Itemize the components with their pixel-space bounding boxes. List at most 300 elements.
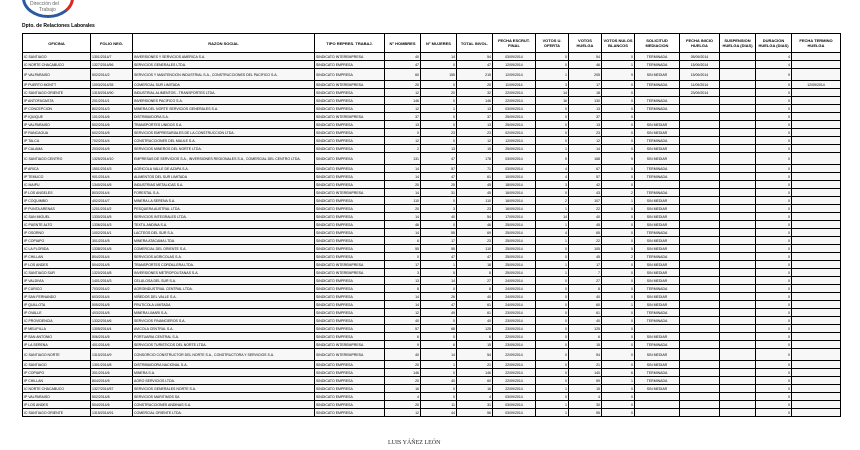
table-cell: 25/09/2014: [493, 113, 536, 121]
table-cell: SINDICATO EMPRESA: [315, 245, 385, 253]
table-cell: 0: [602, 89, 635, 97]
table-cell: 13: [457, 105, 493, 113]
table-cell: [720, 153, 756, 165]
table-cell: [680, 309, 720, 317]
column-header: TIPO REPRES. TRABAJ.: [315, 34, 385, 53]
table-cell: IP SAN ANTONIO: [23, 333, 91, 341]
table-row: [23, 309, 841, 317]
table-cell: 8: [569, 285, 602, 293]
table-cell: IP QUILLOTA: [23, 301, 91, 309]
table-cell: 110: [385, 197, 421, 205]
table-cell: 0: [602, 293, 635, 301]
table-cell: 40: [569, 213, 602, 221]
table-cell: 22/09/2014: [493, 97, 536, 105]
table-row: [23, 69, 841, 81]
table-cell: 44: [421, 409, 457, 417]
table-cell: 40: [457, 293, 493, 301]
table-row: [23, 253, 841, 261]
table-cell: IP SAN FERNANDO: [23, 293, 91, 301]
table-cell: 1: [536, 237, 569, 245]
table-cell: 1305/2014/4: [91, 325, 133, 333]
table-cell: 13: [385, 121, 421, 129]
table-cell: [680, 269, 720, 277]
table-cell: 0: [536, 245, 569, 253]
table-cell: [680, 409, 720, 417]
table-cell: DISTRIBUIDORA NACIONAL S.A.: [133, 361, 315, 369]
table-cell: 1: [536, 401, 569, 409]
table-cell: 6: [569, 333, 602, 341]
table-cell: SINDICATO EMPRESA: [315, 205, 385, 213]
table-cell: IC SANTIAGO ORIENTE: [23, 409, 91, 417]
table-cell: [720, 341, 756, 349]
table-cell: SIN MEDIAR: [635, 153, 680, 165]
table-cell: TERMINADA: [635, 229, 680, 237]
logo-text-line2: Trabajo: [39, 7, 56, 13]
table-cell: [680, 181, 720, 189]
table-cell: 0: [536, 113, 569, 121]
table-cell: 12/09/2014: [792, 81, 841, 89]
table-cell: 0: [756, 213, 792, 221]
table-row: [23, 173, 841, 181]
table-cell: FORESTAL S.A.: [133, 189, 315, 197]
table-cell: SIN MEDIAR: [635, 301, 680, 309]
table-cell: IC SAN MIGUEL: [23, 213, 91, 221]
table-cell: 0: [602, 173, 635, 181]
table-cell: VIÑEDOS DEL VALLE S.A.: [133, 293, 315, 301]
table-cell: [792, 261, 841, 269]
table-cell: 168: [569, 153, 602, 165]
table-cell: 1301/2014/8: [91, 361, 133, 369]
table-cell: 1: [602, 377, 635, 385]
table-cell: 14: [421, 53, 457, 61]
table-cell: IC PUENTE ALTO: [23, 221, 91, 229]
table-cell: [680, 253, 720, 261]
table-cell: 402/2014/7: [91, 197, 133, 205]
table-cell: 11/09/2014: [493, 81, 536, 89]
table-cell: 110: [457, 245, 493, 253]
table-cell: TERMINADA: [635, 369, 680, 377]
table-cell: 10/09/2014: [493, 173, 536, 181]
table-cell: 3: [536, 81, 569, 89]
table-cell: IP TALCA: [23, 137, 91, 145]
table-cell: [792, 245, 841, 253]
table-cell: 25: [421, 181, 457, 189]
table-cell: 65: [569, 229, 602, 237]
table-row: [23, 277, 841, 285]
table-cell: 901/2014/4: [91, 173, 133, 181]
table-cell: [792, 137, 841, 145]
table-cell: 22/09/2014: [493, 369, 536, 377]
table-cell: 25/09/2014: [493, 245, 536, 253]
table-cell: [680, 293, 720, 301]
table-cell: IC SANTIAGO NORTE: [23, 349, 91, 361]
table-cell: [720, 89, 756, 97]
table-cell: SERVICIOS MARITIMOS SA: [133, 393, 315, 401]
table-cell: 1002/2014/1: [91, 229, 133, 237]
column-header: SOLICITUD MEDIACION: [635, 34, 680, 53]
table-cell: [792, 369, 841, 377]
table-row: [23, 181, 841, 189]
table-cell: 0: [602, 97, 635, 105]
table-cell: 0: [421, 393, 457, 401]
table-cell: 42: [569, 181, 602, 189]
table-cell: SINDICATO EMPRESA: [315, 237, 385, 245]
table-cell: 23/09/2014: [493, 325, 536, 333]
table-cell: MINERA S.A.: [133, 369, 315, 377]
table-cell: 20: [385, 401, 421, 409]
table-cell: [680, 369, 720, 377]
table-cell: 4: [457, 393, 493, 401]
table-cell: 0: [602, 409, 635, 417]
table-cell: [792, 181, 841, 189]
table-cell: [680, 197, 720, 205]
table-row: [23, 245, 841, 253]
table-cell: 0: [756, 189, 792, 197]
table-cell: 0: [536, 369, 569, 377]
table-cell: 0: [536, 277, 569, 285]
table-cell: 20: [457, 81, 493, 89]
table-cell: COMERCIAL SUR LIMITADA: [133, 81, 315, 89]
table-cell: 0: [602, 181, 635, 189]
table-cell: AGROINDUSTRIAL CENTRAL LTDA.: [133, 285, 315, 293]
table-cell: 31: [457, 401, 493, 409]
table-cell: 40: [385, 317, 421, 325]
table-cell: 21: [457, 361, 493, 369]
table-cell: 14: [421, 349, 457, 361]
table-cell: 0: [602, 145, 635, 153]
table-row: [23, 361, 841, 369]
table-row: [23, 145, 841, 153]
table-cell: 0: [756, 349, 792, 361]
table-cell: 1: [602, 61, 635, 69]
table-cell: TERMINADA: [635, 317, 680, 325]
table-cell: TERMINADA: [635, 53, 680, 61]
table-cell: SINDICATO EMPRESA: [315, 293, 385, 301]
table-cell: 22/09/2014: [493, 333, 536, 341]
table-cell: SIN MEDIAR: [635, 333, 680, 341]
table-cell: 20: [385, 377, 421, 385]
table-cell: 0: [756, 165, 792, 173]
table-cell: 47: [421, 301, 457, 309]
table-cell: 401/2014/6: [91, 341, 133, 349]
table-cell: 46: [457, 221, 493, 229]
table-cell: 1: [536, 409, 569, 417]
table-cell: SIN MEDIAR: [635, 277, 680, 285]
table-cell: 22/09/2014: [493, 361, 536, 369]
table-cell: 71: [457, 165, 493, 173]
table-cell: SINDICATO EMPRESA: [315, 61, 385, 69]
table-cell: 3: [385, 269, 421, 277]
table-cell: 504/2014/5: [91, 261, 133, 269]
table-cell: 40: [457, 317, 493, 325]
table-cell: 1332/2014/6: [91, 317, 133, 325]
table-cell: 54: [457, 349, 493, 361]
table-cell: [680, 137, 720, 145]
table-cell: 125: [457, 325, 493, 333]
table-cell: SINDICATO EMPRESA: [315, 309, 385, 317]
table-cell: 0: [385, 253, 421, 261]
table-cell: 20: [385, 205, 421, 213]
table-cell: [720, 61, 756, 69]
table-cell: [680, 97, 720, 105]
table-row: [23, 349, 841, 361]
table-cell: SINDICATO EMPRESA: [315, 285, 385, 293]
table-cell: MINERA LA SERENA S.A.: [133, 197, 315, 205]
table-cell: [792, 153, 841, 165]
table-cell: IP OVALLE: [23, 309, 91, 317]
table-cell: INVERSIONES PACIFICO S.A.: [133, 97, 315, 105]
table-cell: 03/09/2014: [493, 393, 536, 401]
table-cell: 23: [457, 205, 493, 213]
table-cell: [792, 221, 841, 229]
table-cell: [720, 237, 756, 245]
table-cell: 1340/2014/5: [91, 181, 133, 189]
table-cell: 0: [421, 221, 457, 229]
table-cell: 16/09/2014: [493, 205, 536, 213]
table-cell: SINDICATO INTEREMPRESA: [315, 113, 385, 121]
table-cell: 0: [756, 113, 792, 121]
table-row: [23, 97, 841, 105]
table-row: [23, 189, 841, 197]
table-row: [23, 213, 841, 221]
table-cell: SIN MEDIAR: [635, 349, 680, 361]
table-cell: IP VALPARAISO: [23, 69, 91, 81]
table-cell: [720, 317, 756, 325]
table-cell: 0: [602, 261, 635, 269]
table-cell: 20: [385, 81, 421, 89]
table-cell: INDUSTRIAL ALIMENTOS - TRANSPORTES LTDA.: [133, 89, 315, 97]
table-cell: [720, 253, 756, 261]
table-cell: 146: [385, 97, 421, 105]
table-cell: 13: [569, 105, 602, 113]
table-cell: 61: [569, 309, 602, 317]
table-cell: 61: [457, 309, 493, 317]
table-cell: 0: [756, 409, 792, 417]
table-cell: 0: [756, 333, 792, 341]
table-cell: TERMINADA: [635, 189, 680, 197]
table-cell: IP COQUIMBO: [23, 197, 91, 205]
table-cell: 25/09/2014: [493, 229, 536, 237]
table-cell: 3: [421, 205, 457, 213]
table-cell: 23: [457, 237, 493, 245]
table-cell: 178: [457, 153, 493, 165]
table-cell: 1: [602, 301, 635, 309]
column-header: TOTAL INVOL.: [457, 34, 493, 53]
table-cell: [720, 197, 756, 205]
table-row: [23, 89, 841, 97]
table-cell: 03/09/2014: [493, 165, 536, 173]
table-row: [23, 61, 841, 69]
table-cell: SINDICATO EMPRESA: [315, 385, 385, 393]
table-cell: 30: [569, 401, 602, 409]
table-cell: 0: [536, 317, 569, 325]
table-cell: [792, 401, 841, 409]
table-cell: SINDICATO EMPRESA: [315, 301, 385, 309]
table-cell: IP LOS ANDES: [23, 401, 91, 409]
table-cell: 0: [602, 213, 635, 221]
table-cell: 23/09/2014: [493, 309, 536, 317]
table-cell: 12: [569, 137, 602, 145]
table-cell: [792, 69, 841, 81]
table-cell: 0: [602, 53, 635, 61]
table-cell: 1315/2014/90: [91, 89, 133, 97]
table-cell: 0: [756, 393, 792, 401]
table-cell: 05/09/2014: [680, 53, 720, 61]
table-cell: 23/09/2014: [493, 341, 536, 349]
table-cell: SIN MEDIAR: [635, 293, 680, 301]
table-cell: SINDICATO EMPRESA: [315, 221, 385, 229]
table-cell: SINDICATO EMPRESA: [315, 97, 385, 105]
table-cell: 17: [385, 261, 421, 269]
table-cell: 0: [602, 361, 635, 369]
table-cell: [635, 401, 680, 409]
table-cell: SIN MEDIAR: [635, 69, 680, 81]
table-cell: 31: [421, 189, 457, 197]
table-cell: 1401/2014/3: [91, 277, 133, 285]
table-cell: SIN MEDIAR: [635, 261, 680, 269]
table-cell: 22: [569, 237, 602, 245]
table-cell: 301/2014/6: [91, 369, 133, 377]
table-cell: 12/09/2014: [493, 69, 536, 81]
table-cell: PESQUERA AUSTRAL LTDA.: [133, 205, 315, 213]
table-cell: SERVICIOS EMPRESARIALES DE LA CONSTRUCCION LTDA.: [133, 129, 315, 137]
table-cell: [680, 245, 720, 253]
table-cell: 16/09/2014: [493, 189, 536, 197]
table-cell: CONSTRUCCIONES DEL MAULE S.A.: [133, 137, 315, 145]
table-cell: 15: [457, 145, 493, 153]
table-cell: [720, 53, 756, 61]
table-cell: 502/2014/6: [91, 121, 133, 129]
table-cell: 0: [421, 385, 457, 393]
table-cell: 105: [569, 245, 602, 253]
table-cell: 0: [536, 253, 569, 261]
table-cell: 0: [602, 221, 635, 229]
table-cell: 804/2014/5: [91, 377, 133, 385]
table-cell: 7: [569, 269, 602, 277]
table-cell: 14: [385, 213, 421, 221]
table-cell: IP PUERTO MONTT: [23, 81, 91, 89]
table-cell: SINDICATO EMPRESA: [315, 69, 385, 81]
column-header: VOTOS U. OFERTA: [536, 34, 569, 53]
table-cell: 1325/2014/10: [91, 153, 133, 165]
table-cell: [720, 245, 756, 253]
table-cell: 03/09/2014: [493, 105, 536, 113]
table-cell: [720, 229, 756, 237]
table-cell: 203/2014/5: [91, 145, 133, 153]
table-cell: 0: [421, 137, 457, 145]
table-cell: INVERSIONES Y SERVICIOS AMERICA S.A.: [133, 53, 315, 61]
table-cell: 201/2014/1: [91, 97, 133, 105]
table-cell: [720, 349, 756, 361]
table-cell: [792, 61, 841, 69]
table-cell: 1320/2014/8: [91, 269, 133, 277]
table-cell: 0: [756, 153, 792, 165]
table-cell: 20: [421, 89, 457, 97]
table-cell: IP CONCEPCION: [23, 105, 91, 113]
table-cell: 2: [536, 197, 569, 205]
table-cell: [792, 377, 841, 385]
table-cell: 1327/2014/56: [91, 61, 133, 69]
table-cell: 0: [536, 53, 569, 61]
table-cell: [720, 145, 756, 153]
table-cell: IP VALPARAISO: [23, 393, 91, 401]
table-cell: 1330/2014/5: [91, 213, 133, 221]
table-cell: SINDICATO EMPRESA: [315, 325, 385, 333]
table-cell: 0: [536, 377, 569, 385]
table-cell: IP COPIAPO: [23, 369, 91, 377]
table-cell: 9: [385, 341, 421, 349]
table-cell: 0: [536, 325, 569, 333]
table-cell: 8: [457, 285, 493, 293]
table-cell: [680, 261, 720, 269]
table-cell: 12: [385, 105, 421, 113]
table-cell: 40: [421, 377, 457, 385]
table-cell: 0: [421, 285, 457, 293]
table-cell: SIN MEDIAR: [635, 129, 680, 137]
table-cell: 54: [457, 213, 493, 221]
table-cell: SIN MEDIAR: [635, 121, 680, 129]
table-cell: 0: [602, 401, 635, 409]
table-cell: EMPRESAS DE SERVICIOS S.A., INVERSIONES REGIONALES S.A., COMERCIAL DEL CENTRO LTDA.: [133, 153, 315, 165]
column-header: FECHA TERMINO HUELGA: [792, 34, 841, 53]
table-cell: 57: [385, 325, 421, 333]
table-cell: 12: [385, 409, 421, 417]
table-cell: SINDICATO INTEREMPRESA: [315, 189, 385, 197]
table-cell: 15: [457, 341, 493, 349]
table-cell: [680, 153, 720, 165]
table-cell: [792, 301, 841, 309]
table-cell: 24/09/2014: [493, 285, 536, 293]
table-row: [23, 205, 841, 213]
table-cell: [720, 205, 756, 213]
table-cell: 0: [756, 309, 792, 317]
table-cell: 24/09/2014: [493, 301, 536, 309]
table-cell: 47: [457, 253, 493, 261]
table-cell: FRUTICOLA LIMITADA: [133, 301, 315, 309]
table-cell: IP CHILLAN: [23, 377, 91, 385]
table-cell: 0: [756, 361, 792, 369]
table-cell: 40: [421, 213, 457, 221]
table-cell: 14: [385, 301, 421, 309]
table-cell: 205: [569, 69, 602, 81]
table-cell: 22/09/2014: [493, 349, 536, 361]
column-header: VOTOS NULOS BLANCOS: [602, 34, 635, 53]
table-cell: 0: [536, 105, 569, 113]
table-cell: [720, 165, 756, 173]
table-cell: 1003/2014/35: [91, 81, 133, 89]
table-cell: [720, 393, 756, 401]
table-cell: 0: [536, 349, 569, 361]
table-cell: 12: [385, 137, 421, 145]
table-cell: 17: [421, 237, 457, 245]
table-cell: 0: [536, 309, 569, 317]
table-cell: IP PUNTA ARENAS: [23, 205, 91, 213]
table-cell: 0: [602, 81, 635, 89]
table-cell: IC NORTE CHACABUCO: [23, 385, 91, 393]
table-cell: SIN MEDIAR: [635, 213, 680, 221]
table-cell: SINDICATO EMPRESA: [315, 229, 385, 237]
table-cell: 11: [421, 401, 457, 409]
table-cell: [720, 81, 756, 89]
table-cell: 0: [756, 253, 792, 261]
table-cell: SINDICATO EMPRESA: [315, 153, 385, 165]
table-cell: 20: [385, 181, 421, 189]
table-cell: 155: [421, 69, 457, 81]
table-cell: [792, 105, 841, 113]
table-cell: 37: [569, 113, 602, 121]
table-cell: SINDICATO INTEREMPRESA: [315, 53, 385, 61]
table-cell: [680, 401, 720, 409]
